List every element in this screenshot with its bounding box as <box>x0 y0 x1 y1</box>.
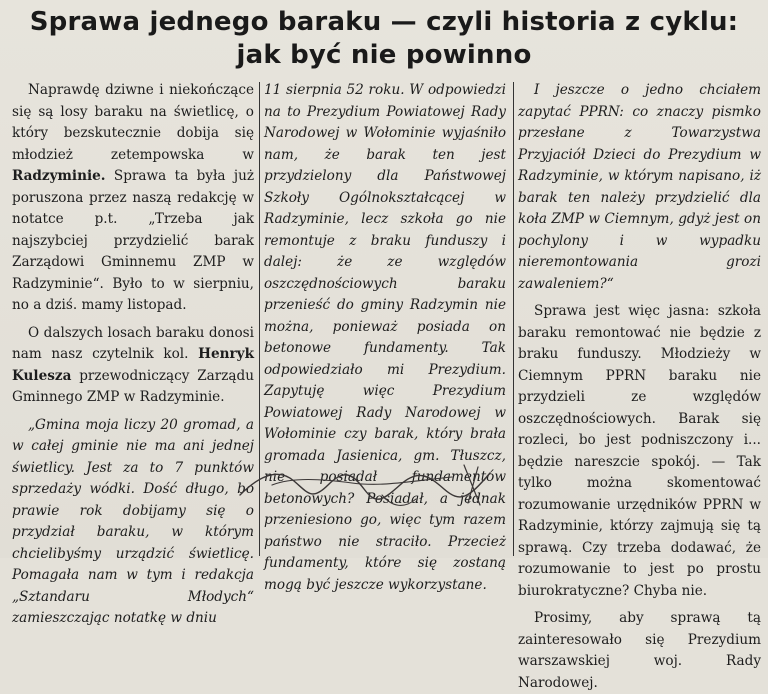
paragraph: Sprawa jest więc jasna: szkoła baraku remontować nie będzie z braku funduszy. Młodzieży w Ciemnym PPRN baraku nie przydzieli ze względów oszczędnościowych. Barak się rozleci, bo jest podniszczony i... będzie nareszcie spokój. — Tak tylko można skomentować rozumowanie urzędników PPRN w Radzyminie, którzy zajmują się tą sprawą. Czy trzeba dodawać, że rozumowanie to jest po prostu biurokratyczne? Chyba nie. <box>518 303 761 599</box>
text-run: Naprawdę dziwne i niekończące się są losy baraku na świetlicę, o który bezskutecznie dobija się młodzież zetempowska w <box>12 82 254 163</box>
column-divider-1 <box>259 82 260 556</box>
text-run: O dalszych losach baraku donosi nam nasz czytelnik kol. <box>12 324 254 362</box>
column-divider-2 <box>513 82 514 556</box>
quoted-letter: „Gmina moja liczy 20 gromad, a w całej gminie nie ma ani jednej świetlicy. Jest za to 7 punktów sprzedaży wódki. Dość długo, bo prawie rok dobijamy się o przydział baraku, w którym chcielibyśmy urządzić świetlicę. Pomagała nam w tym i redakcja „Sztandaru Młodych“ zamieszczając notatkę w dniu <box>12 416 254 626</box>
reader-name: Henryk Kulesza <box>12 346 254 384</box>
headline-line-2: jak być nie powinno <box>236 40 532 70</box>
paragraph <box>12 323 254 409</box>
text-run: Sprawa ta była już poruszona przez naszą redakcję w notatce p.t. „Trzeba jak najszybciej przydzielić barak Zarządowi Gminnemu ZMP w Radzyminie“. Było to w sierpniu, no a dziś. mamy listopad. <box>12 168 254 313</box>
paragraph <box>12 80 254 317</box>
headline <box>0 6 768 72</box>
article-column-1 <box>12 80 254 626</box>
article-column-2 <box>264 80 506 593</box>
headline-line-1: Sprawa jednego baraku — czyli historia z cyklu: <box>29 7 739 37</box>
quoted-letter-continued: 11 sierpnia 52 roku. W odpowiedzi na to Prezydium Powiatowej Rady Narodowej w Wołominie wyjaśniło nam, że barak ten jest przydzielony dla Państwowej Szkoły Ogólnokształcącej w Radzyminie, lecz szkoła go nie remontuje z braku funduszy i dalej: że ze względów oszczędnościowych baraku przenieść do gminy Radzymin nie można, ponieważ posiada on betonowe fundamenty. Tak odpowiedziało mi Prezydium. Zapytuję więc Prezydium Powiatowej Rady Narodowej w Wołominie czy barak, który brała gromada Jasienica, gm. Tłuszcz, nie posiadał fundamentów betonowych? Posiadał, a jednak przeniesiono go, więc tym razem państwo nie straciło. Przecież fundamenty, które się zostaną mogą być jeszcze wykorzystane. <box>264 82 506 593</box>
place-name: Radzyminie. <box>12 168 106 184</box>
article-column-3 <box>518 80 761 691</box>
paragraph: Prosimy, aby sprawą tą zainteresowało się Prezydium warszawskiej woj. Rady Narodowej. <box>518 610 761 691</box>
text-run: przewodniczący Zarządu Gminnego ZMP w Radzyminie. <box>12 367 254 405</box>
quoted-letter-end: I jeszcze o jedno chciałem zapytać PPRN: co znaczy pismko przesłane z Towarzystwa Przyjaciół Dzieci do Prezydium w Radzyminie, w którym napisano, iż barak ten należy przydzielić dla koła ZMP w Ciemnym, gdyż jest on pochylony i w wypadku nieremontowania grozi zawaleniem?“ <box>518 82 761 292</box>
